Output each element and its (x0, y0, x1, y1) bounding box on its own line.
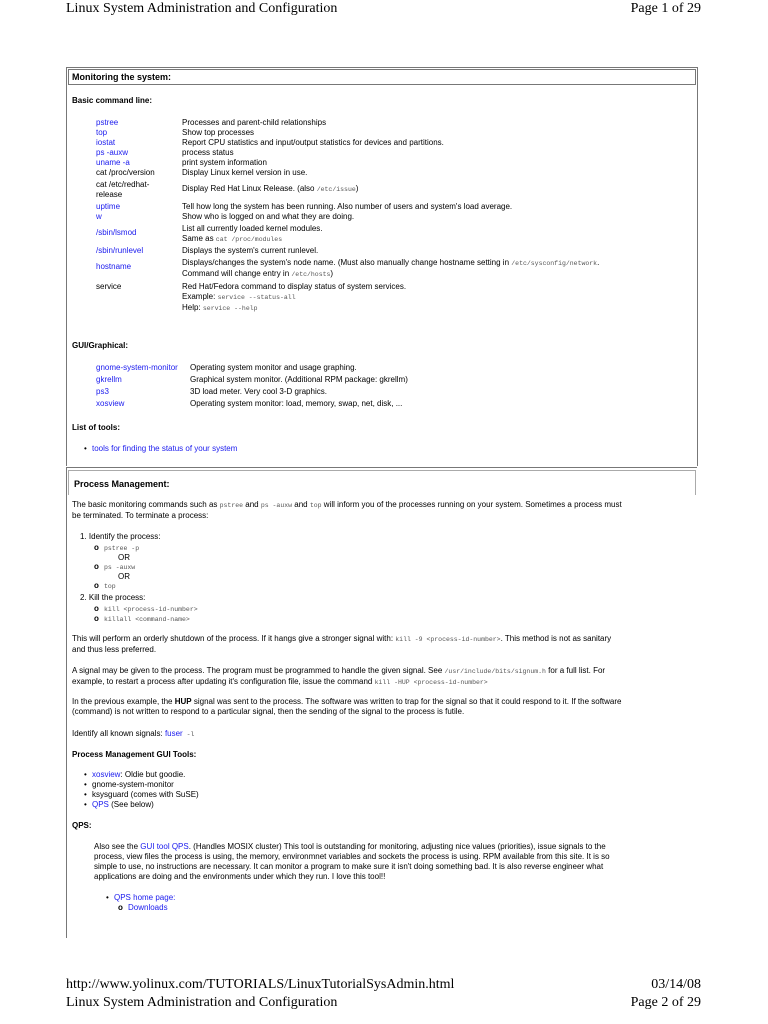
text: and (243, 500, 261, 509)
service-help-label: Help: (182, 303, 203, 312)
text: (See below) (108, 800, 154, 809)
bullet-icon (84, 800, 92, 809)
command-row (96, 158, 696, 168)
text: : Oldie but goodie. (120, 770, 186, 779)
circle-bullet-icon (94, 562, 104, 571)
text: (command) is not written to respond to a particular signal, then the sending of the signal to the process is futile. (72, 707, 465, 716)
text: for a full list. For (545, 666, 606, 675)
qps-home-page-link[interactable]: QPS home page: (114, 893, 176, 902)
list-item (84, 780, 199, 790)
command-row (96, 224, 696, 245)
next-header-page-number: Page 2 of 29 (630, 995, 701, 1010)
hostname-desc-1b: . (597, 258, 600, 267)
xosview-link[interactable]: xosview (96, 399, 125, 408)
gui-row (96, 362, 696, 374)
code-etc-hosts: /etc/hosts (291, 271, 331, 278)
fuser-link[interactable]: fuser (164, 729, 183, 738)
basic-command-heading: Basic command line: (72, 96, 153, 105)
gnome-system-monitor-link[interactable]: gnome-system-monitor (96, 363, 178, 372)
command-desc: Show top processes (182, 128, 255, 137)
xosview-link[interactable]: xosview (92, 770, 121, 779)
command-row (96, 168, 696, 178)
header-title: Linux System Administration and Configuration (66, 1, 338, 16)
text: A signal may be given to the process. The program must be programmed to handle the given signal. See (72, 666, 445, 675)
ps3-link[interactable]: ps3 (96, 387, 109, 396)
pstree-link[interactable]: pstree (96, 118, 119, 127)
list-item (106, 903, 175, 913)
redhat-close: ) (355, 184, 359, 193)
list-item (106, 893, 175, 903)
command-desc: print system information (182, 158, 267, 167)
page-header (66, 0, 701, 20)
header-page-number: Page 1 of 29 (630, 1, 701, 16)
hostname-desc-2b: ) (330, 269, 334, 278)
service-example-label: Example: (182, 292, 218, 301)
identify-signals-line (72, 729, 694, 740)
text: The basic monitoring commands such as (72, 500, 220, 509)
footer-date: 03/14/08 (651, 977, 701, 992)
hup-bold: HUP (174, 697, 192, 706)
command-row (96, 138, 696, 148)
ps-auxw-link[interactable]: ps -auxw (96, 148, 129, 157)
command-row (96, 246, 696, 256)
command-row (96, 212, 696, 222)
code-ps-auxw: ps -auxw (260, 502, 293, 509)
sublist-item (94, 543, 139, 553)
process-title-bar (68, 470, 696, 495)
command-row (96, 282, 696, 314)
code-fuser-l: -l (182, 731, 195, 738)
text: simple to use, no instructions are necessary. It can monitor a program to make sure it isn't doing something bad. It is also reverse engineer what (94, 862, 604, 871)
text: applications are doing and the environments under which they run. I love this tool!! (94, 872, 386, 881)
lsmod-link[interactable]: /sbin/lsmod (96, 228, 137, 237)
code-sysconfig-network: /etc/sysconfig/network (511, 260, 598, 267)
command-row (96, 148, 696, 158)
iostat-link[interactable]: iostat (96, 138, 116, 147)
downloads-link[interactable]: Downloads (128, 903, 168, 912)
text: . (Handles MOSIX cluster) This tool is outstanding for monitoring, adjusting nice values (priorities), issue signals to the (188, 842, 606, 851)
text: Also see the (94, 842, 141, 851)
monitoring-title: Monitoring the system: (72, 72, 172, 82)
qps-links-list (106, 893, 175, 913)
code-service-status: service --status-all (217, 294, 296, 301)
qps-link[interactable]: QPS (92, 800, 109, 809)
or-label: OR (118, 553, 130, 562)
text: This will perform an orderly shutdown of the process. If it hangs give a stronger signal with: (72, 634, 396, 643)
text: and (292, 500, 310, 509)
step-1-sublist (94, 543, 139, 591)
code-ps-auxw: ps -auxw (104, 564, 136, 571)
tools-list-item (84, 444, 237, 454)
command-desc: Displays the system's current runlevel. (182, 246, 319, 255)
footer-url: http://www.yolinux.com/TUTORIALS/LinuxTutorialSysAdmin.html (66, 977, 455, 992)
gui-desc: 3D load meter. Very cool 3-D graphics. (190, 387, 327, 396)
code-etc-issue: /etc/issue (316, 186, 356, 193)
circle-bullet-icon (94, 543, 104, 552)
command-row (96, 180, 696, 200)
gui-tool-qps-link[interactable]: GUI tool QPS (140, 842, 189, 851)
code-kill-hup: kill -HUP <process-id-number> (374, 679, 488, 686)
command-desc: Report CPU statistics and input/output statistics for devices and partitions. (182, 138, 444, 147)
bullet-icon (84, 770, 92, 779)
text: gnome-system-monitor (92, 780, 174, 789)
lsmod-desc-1: List all currently loaded kernel modules. (182, 224, 323, 233)
uptime-link[interactable]: uptime (96, 202, 121, 211)
command-table (96, 118, 696, 314)
step-2-sublist (94, 604, 198, 624)
command-row (96, 118, 696, 128)
circle-bullet-icon (94, 604, 104, 613)
gui-row (96, 374, 696, 386)
step-2: 2. Kill the process: (80, 593, 146, 602)
gui-table (96, 362, 696, 410)
command-desc: Display Linux kernel version in use. (182, 168, 308, 177)
code-killall: killall <command-name> (104, 616, 190, 623)
text: In the previous example, the (72, 697, 175, 706)
gui-graphical-heading: GUI/Graphical: (72, 341, 129, 350)
process-gui-tools-list (84, 770, 199, 810)
orderly-paragraph (72, 634, 694, 655)
next-header-title: Linux System Administration and Configuration (66, 995, 338, 1010)
code-top: top (309, 502, 322, 509)
w-link[interactable]: w (96, 212, 102, 221)
bullet-icon (84, 444, 92, 453)
code-proc-modules: cat /proc/modules (215, 236, 283, 243)
text: Identify all known signals: (72, 729, 165, 738)
top-link[interactable]: top (96, 128, 108, 137)
code-kill-9: kill -9 <process-id-number> (395, 636, 501, 643)
hostname-desc-2: Command will change entry in (182, 269, 292, 278)
code-pstree: pstree (219, 502, 244, 509)
gui-desc: Operating system monitor and usage graphing. (190, 363, 357, 372)
qps-paragraph (94, 842, 694, 882)
text: be terminated. To terminate a process: (72, 511, 209, 520)
command-desc (182, 282, 696, 314)
hup-paragraph (72, 697, 694, 717)
circle-bullet-icon (94, 614, 104, 623)
qps-heading: QPS: (72, 821, 92, 830)
redhat-cmd-1: cat /etc/redhat- (96, 180, 150, 189)
gui-desc: Operating system monitor: load, memory, swap, net, disk, ... (190, 399, 403, 408)
gui-desc: Graphical system monitor. (Additional RPM package: gkrellm) (190, 375, 408, 384)
redhat-desc: Display Red Hat Linux Release. (also (182, 184, 317, 193)
uname-link[interactable]: uname -a (96, 158, 130, 167)
command-desc: process status (182, 148, 234, 157)
command-row (96, 258, 696, 280)
gui-row (96, 386, 696, 398)
code-service-help: service --help (202, 305, 258, 312)
text: ksysguard (comes with SuSE) (92, 790, 199, 799)
lsmod-desc-2: Same as (182, 234, 216, 243)
bullet-icon (84, 780, 92, 789)
sublist-item (94, 562, 139, 572)
list-item (84, 770, 199, 780)
monitoring-title-bar (68, 69, 696, 85)
sublist-item (94, 614, 198, 624)
process-title: Process Management: (74, 479, 170, 489)
command-desc (182, 224, 696, 245)
text: process, view files the process is using, the memory, environmnet variables and sockets the process is using. RPM available from this site. It is so (94, 852, 610, 861)
text: signal was sent to the process. The software was written to trap for the signal so that it could respond to it. If the software (191, 697, 622, 706)
command-desc (182, 258, 696, 280)
command-desc (182, 180, 696, 200)
process-gui-tools-heading: Process Management GUI Tools: (72, 750, 197, 759)
list-item (84, 800, 199, 810)
text: and thus less preferred. (72, 645, 157, 654)
service-desc-1: Red Hat/Fedora command to display status of system services. (182, 282, 407, 291)
command-desc: Tell how long the system has been running. Also number of users and system's load average. (182, 202, 513, 211)
gui-row (96, 398, 696, 410)
command-desc: Show who is logged on and what they are doing. (182, 212, 355, 221)
bullet-icon (106, 893, 114, 902)
list-of-tools-heading: List of tools: (72, 423, 120, 432)
code-signum: /usr/include/bits/signum.h (444, 668, 546, 675)
signal-paragraph (72, 666, 694, 688)
command-row (96, 202, 696, 212)
runlevel-link[interactable]: /sbin/runlevel (96, 246, 144, 255)
sublist-item (94, 604, 198, 614)
code-pstree-p: pstree -p (104, 545, 140, 552)
gkrellm-link[interactable]: gkrellm (96, 375, 122, 384)
command-desc: Processes and parent-child relationships (182, 118, 327, 127)
or-label: OR (118, 572, 130, 581)
text: will inform you of the processes running on your system. Sometimes a process must (321, 500, 622, 509)
list-item (84, 790, 199, 800)
text: . This method is not as sanitary (500, 634, 612, 643)
redhat-cmd-2: release (96, 190, 123, 199)
command-name (96, 180, 182, 200)
step-1: 1. Identify the process: (80, 532, 161, 541)
sublist-item (94, 581, 139, 591)
hostname-desc-1: Displays/changes the system's node name. (Must also manually change hostname setting in (182, 258, 512, 267)
code-top: top (104, 583, 116, 590)
code-kill: kill <process-id-number> (104, 606, 198, 613)
text: example, to restart a process after updating it's configuration file, issue the command (72, 677, 375, 686)
bullet-icon (84, 790, 92, 799)
command-name: service (96, 282, 122, 291)
command-row (96, 128, 696, 138)
circle-bullet-icon (118, 903, 128, 912)
hostname-link[interactable]: hostname (96, 262, 132, 271)
process-intro-paragraph (72, 500, 694, 521)
circle-bullet-icon (94, 581, 104, 590)
tools-link[interactable]: tools for finding the status of your system (92, 444, 238, 453)
command-name: cat /proc/version (96, 168, 155, 177)
